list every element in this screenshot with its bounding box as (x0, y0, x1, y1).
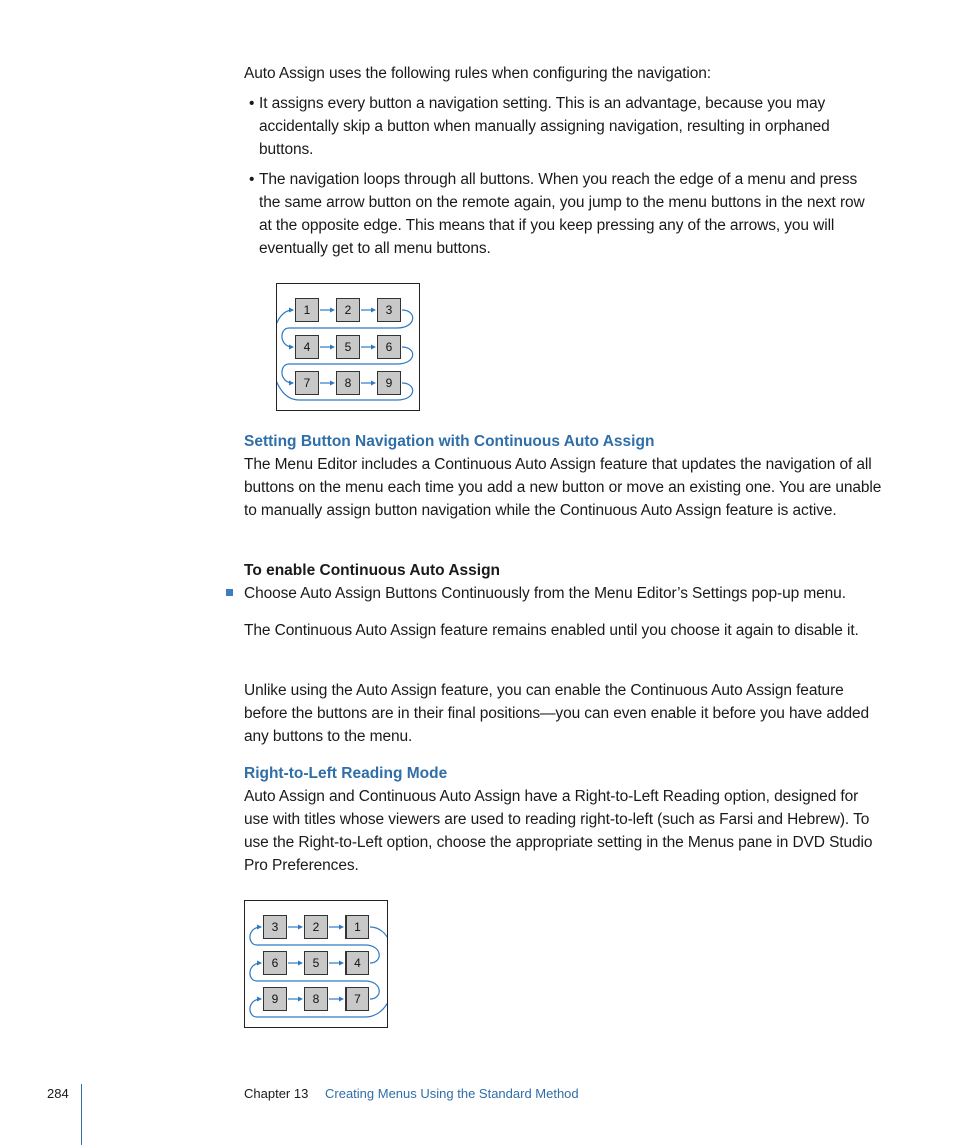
footer-chapter-title: Creating Menus Using the Standard Method (325, 1086, 579, 1101)
menu-button-1: 1 (345, 915, 369, 939)
menu-button-5: 5 (336, 335, 360, 359)
menu-button-2: 2 (336, 298, 360, 322)
menu-button-3: 3 (377, 298, 401, 322)
footer-chapter-label: Chapter 13 (244, 1086, 309, 1101)
rule-list-item (244, 168, 884, 263)
note-paragraph: The Continuous Auto Assign feature remains enabled until you choose it again to disable it. (244, 622, 859, 639)
menu-button-6: 6 (377, 335, 401, 359)
navigation-diagram-left-to-right (276, 283, 420, 411)
menu-button-1: 1 (295, 298, 319, 322)
menu-button-4: 4 (295, 335, 319, 359)
rule-text: It assigns every button a navigation setting. This is an advantage, because you may accidentally skip a button when manually assigning navigation, resulting in orphaned buttons. (259, 95, 830, 158)
menu-button-8: 8 (304, 987, 328, 1011)
section1-body: The Menu Editor includes a Continuous Auto Assign feature that updates the navigation of all buttons on the menu each time you add a new button or move an existing one. You are unable to manually assign button navigation while the Continuous Auto Assign feature is active. (244, 456, 882, 519)
menu-button-6: 6 (263, 951, 287, 975)
bullet-glyph: • (249, 95, 255, 112)
section2-body: Auto Assign and Continuous Auto Assign have a Right-to-Left Reading option, designed for use with titles whose viewers are used to reading right-to-left (such as Farsi and Hebrew). To use the Right-to-Left option, choose the appropriate setting in the Menus pane in DVD Studio Pro Preferences. (244, 788, 873, 874)
menu-button-8: 8 (336, 371, 360, 395)
menu-button-9: 9 (263, 987, 287, 1011)
step-text: Choose Auto Assign Buttons Continuously from the Menu Editor’s Settings pop-up menu. (244, 585, 846, 602)
task-heading: To enable Continuous Auto Assign (244, 562, 501, 579)
menu-button-2: 2 (304, 915, 328, 939)
navigation-diagram-right-to-left (244, 900, 388, 1028)
intro-paragraph: Auto Assign uses the following rules when configuring the navigation: (244, 65, 712, 82)
rule-list-item (244, 92, 884, 162)
menu-button-7: 7 (345, 987, 369, 1011)
menu-button-7: 7 (295, 371, 319, 395)
footer-divider (81, 1084, 82, 1145)
page-number: 284 (47, 1086, 69, 1101)
rule-text: The navigation loops through all buttons. When you reach the edge of a menu and press the same arrow button on the remote again, you jump to the menu buttons in the next row at the opposite edge. This means that if you keep pressing any of the arrows, you will eventually get to all menu buttons. (259, 171, 865, 257)
step-bullet-square (226, 589, 233, 596)
menu-button-3: 3 (263, 915, 287, 939)
note-paragraph: Unlike using the Auto Assign feature, you can enable the Continuous Auto Assign feature before the buttons are in their final positions—you can even enable it before you have added any buttons to the menu. (244, 682, 870, 745)
menu-button-5: 5 (304, 951, 328, 975)
menu-button-9: 9 (377, 371, 401, 395)
menu-button-4: 4 (345, 951, 369, 975)
bullet-glyph: • (249, 171, 255, 188)
section-heading-continuous-auto-assign: Setting Button Navigation with Continuous Auto Assign (244, 433, 655, 450)
section-heading-right-to-left: Right-to-Left Reading Mode (244, 765, 448, 782)
